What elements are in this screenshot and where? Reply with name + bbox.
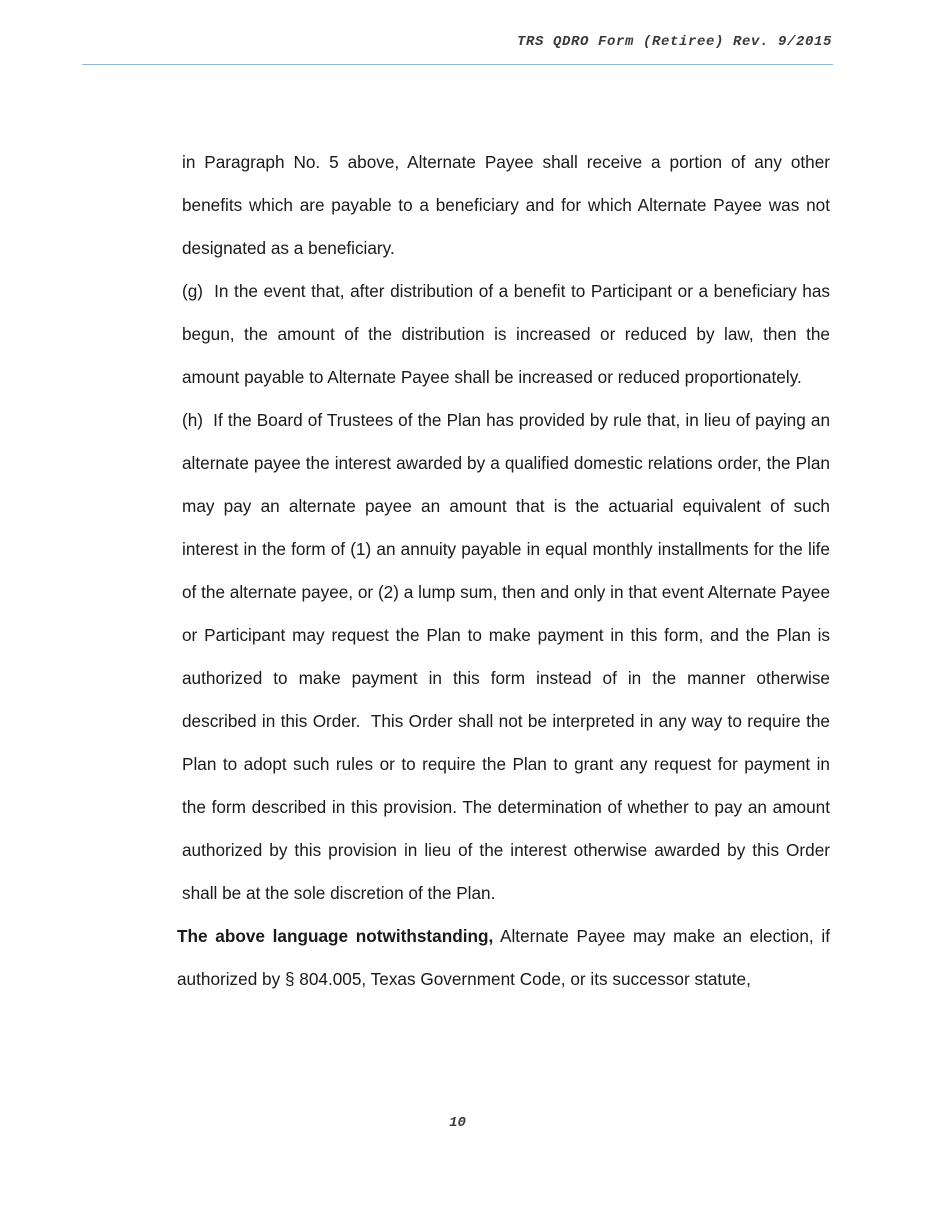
paragraph-g: (g) In the event that, after distribution of a benefit to Participant or a beneficiary has begun, the amount of the distribution is increased or reduced by law, then the amount payable to Alternate Payee shall be increased or reduced proportionately. [182, 281, 830, 387]
paragraph-h: (h) If the Board of Trustees of the Plan has provided by rule that, in lieu of paying an alternate payee the interest awarded by a qualified domestic relations order, the Plan may pay an alternate payee an amount that is the actuarial equivalent of such interest in the form of (1) an annuity payable in equal monthly installments for the life of the alternate payee, or (2) a lump sum, then and only in that event Alternate Payee or Participant may request the Plan to make payment in this form, and the Plan is authorized to make payment in this form instead of in the manner otherwise described in this Order. This Order shall not be interpreted in any way to require the Plan to adopt such rules or to require the Plan to grant any request for payment in the form described in this provision. The determination of whether to pay an amount authorized by this provision in lieu of the interest otherwise awarded by this Order shall be at the sole discretion of the Plan. [182, 410, 830, 903]
page-number: 10 [449, 1115, 466, 1131]
paragraph-final [177, 915, 830, 1001]
paragraph-final-text: Alternate Payee may make an election, if authorized by § 804.005, Texas Government Code, or its successor statute, [177, 926, 830, 989]
page-header-title: TRS QDRO Form (Retiree) Rev. 9/2015 [516, 34, 832, 50]
header-divider [82, 64, 833, 65]
document-body [177, 141, 830, 1001]
paragraph-continued: in Paragraph No. 5 above, Alternate Payee shall receive a portion of any other benefits which are payable to a beneficiary and for which Alternate Payee was not designated as a beneficiary. [182, 152, 830, 258]
paragraph-final-bold-lead: The above language notwithstanding, [177, 926, 494, 946]
